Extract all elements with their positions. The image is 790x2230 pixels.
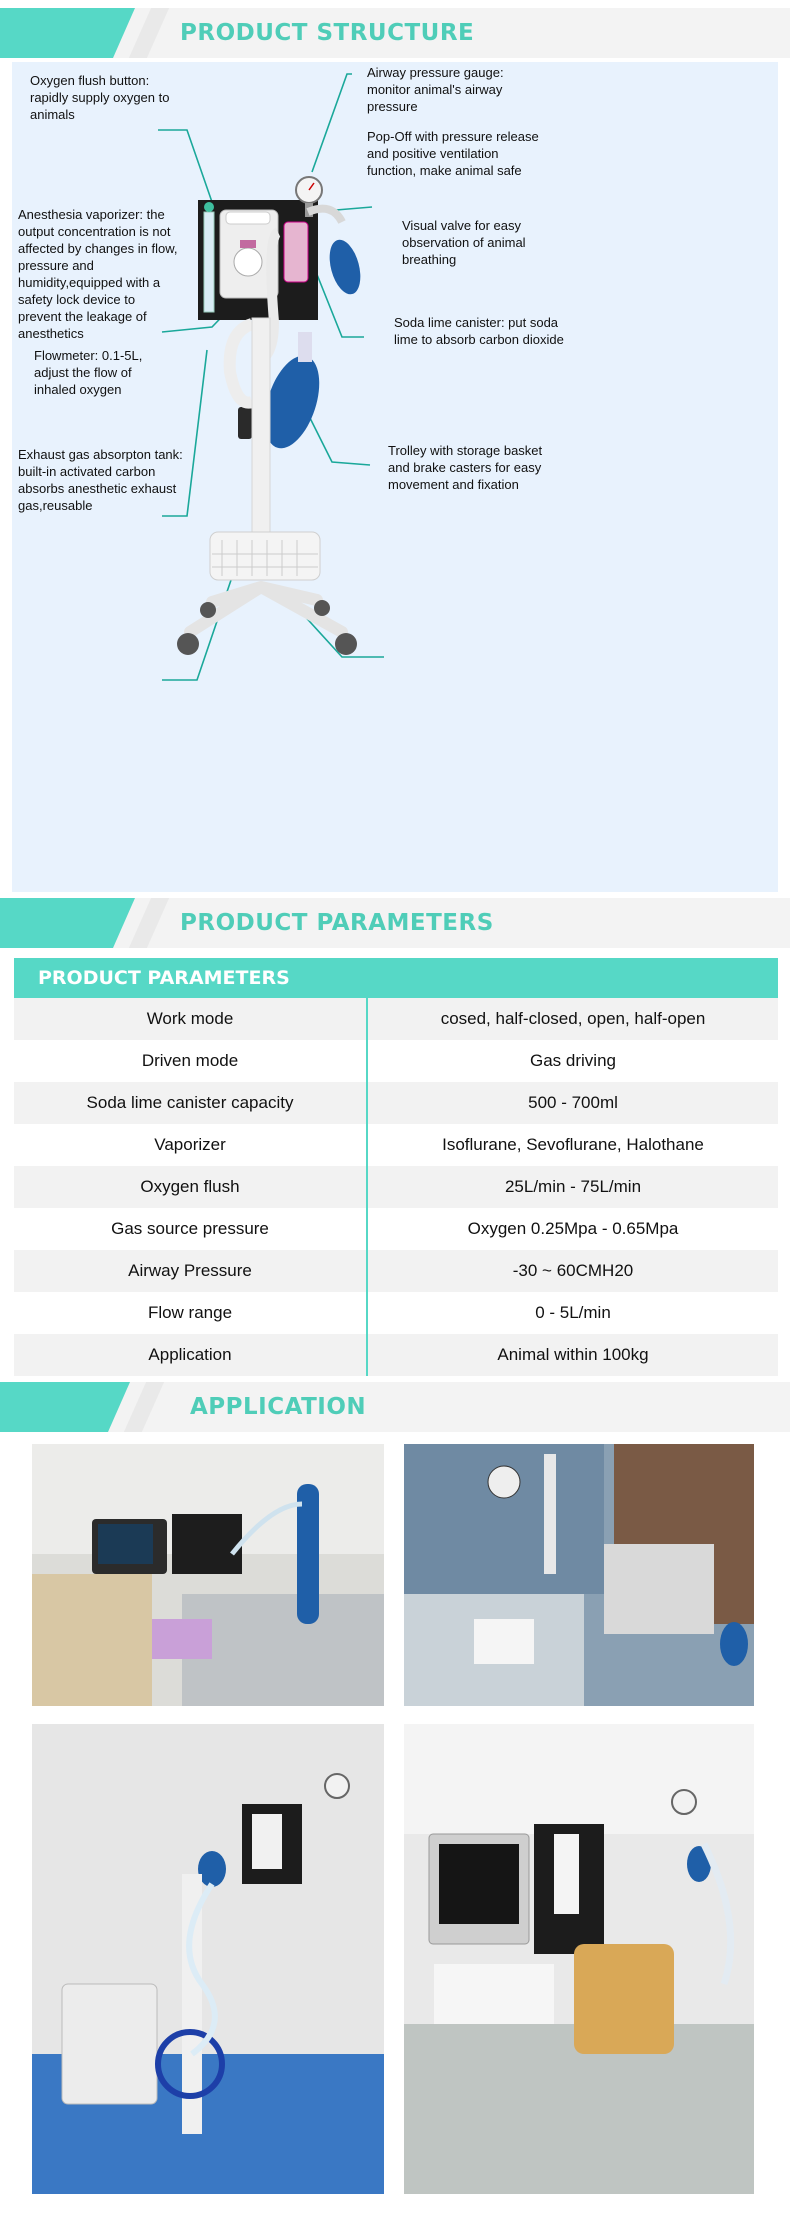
header-accent-tab bbox=[0, 898, 135, 948]
structure-diagram-panel bbox=[12, 62, 778, 892]
callout-soda-lime: Soda lime canister: put soda lime to absorb carbon dioxide bbox=[394, 315, 564, 347]
application-photo-3 bbox=[32, 1724, 384, 2194]
callout-oxygen-flush: Oxygen flush button: rapidly supply oxygen to animals bbox=[30, 73, 170, 122]
param-name-cell: Soda lime canister capacity bbox=[14, 1082, 368, 1124]
callout-trolley: Trolley with storage basket and brake casters for easy movement and fixation bbox=[388, 443, 543, 492]
table-row bbox=[14, 1250, 778, 1292]
param-name-cell: Airway Pressure bbox=[14, 1250, 368, 1292]
param-value-cell: -30 ~ 60CMH20 bbox=[512, 1261, 634, 1280]
param-name-cell: Gas source pressure bbox=[14, 1208, 368, 1250]
param-value-cell: Animal within 100kg bbox=[497, 1345, 649, 1364]
section-title: PRODUCT PARAMETERS bbox=[180, 910, 494, 936]
param-value-cell: Oxygen 0.25Mpa - 0.65Mpa bbox=[467, 1219, 679, 1238]
callout-airway-gauge: Airway pressure gauge: monitor animal's airway pressure bbox=[367, 65, 504, 114]
callout-flowmeter: Flowmeter: 0.1-5L, adjust the flow of inhaled oxygen bbox=[34, 348, 143, 397]
param-value-cell: Gas driving bbox=[530, 1051, 616, 1070]
callout-vaporizer: Anesthesia vaporizer: the output concentration is not affected by changes in flow, pressure and humidity,equipped with a safety lock device to prevent the leakage of anesthetics bbox=[18, 207, 178, 341]
callout-exhaust-tank: Exhaust gas absorpton tank: built-in activated carbon absorbs anesthetic exhaust gas,reusable bbox=[18, 447, 183, 513]
application-photo-4 bbox=[404, 1724, 754, 2194]
parameters-rows bbox=[14, 998, 778, 1376]
param-value-cell: cosed, half-closed, open, half-open bbox=[440, 1009, 706, 1028]
param-name-cell: Application bbox=[14, 1334, 368, 1376]
parameters-table bbox=[14, 958, 778, 1376]
table-row bbox=[14, 1334, 778, 1376]
table-row bbox=[14, 1208, 778, 1250]
param-name-cell: Vaporizer bbox=[14, 1124, 368, 1166]
param-value-cell: 500 - 700ml bbox=[528, 1093, 618, 1112]
product-parameters-header bbox=[0, 898, 790, 948]
table-row bbox=[14, 998, 778, 1040]
param-value-cell: 25L/min - 75L/min bbox=[504, 1177, 642, 1196]
section-title: APPLICATION bbox=[190, 1394, 367, 1420]
param-name-cell: Oxygen flush bbox=[14, 1166, 368, 1208]
table-row bbox=[14, 1166, 778, 1208]
application-photo-2 bbox=[404, 1444, 754, 1706]
table-row bbox=[14, 1124, 778, 1166]
product-structure-header bbox=[0, 8, 790, 58]
parameters-table-header: PRODUCT PARAMETERS bbox=[14, 958, 778, 998]
header-accent-tab bbox=[0, 1382, 130, 1432]
application-header bbox=[0, 1382, 790, 1432]
param-value-cell: 0 - 5L/min bbox=[535, 1303, 611, 1322]
param-value-cell: Isoflurane, Sevoflurane, Halothane bbox=[442, 1135, 704, 1154]
application-photo-1 bbox=[32, 1444, 384, 1706]
table-row bbox=[14, 1040, 778, 1082]
table-row bbox=[14, 1292, 778, 1334]
callout-pop-off: Pop-Off with pressure release and positive ventilation function, make animal safe bbox=[367, 129, 539, 178]
table-row bbox=[14, 1082, 778, 1124]
param-name-cell: Work mode bbox=[14, 998, 368, 1040]
param-name-cell: Driven mode bbox=[14, 1040, 368, 1082]
callout-visual-valve: Visual valve for easy observation of animal breathing bbox=[402, 218, 526, 267]
header-accent-tab bbox=[0, 8, 135, 58]
param-name-cell: Flow range bbox=[14, 1292, 368, 1334]
section-title: PRODUCT STRUCTURE bbox=[180, 20, 475, 46]
